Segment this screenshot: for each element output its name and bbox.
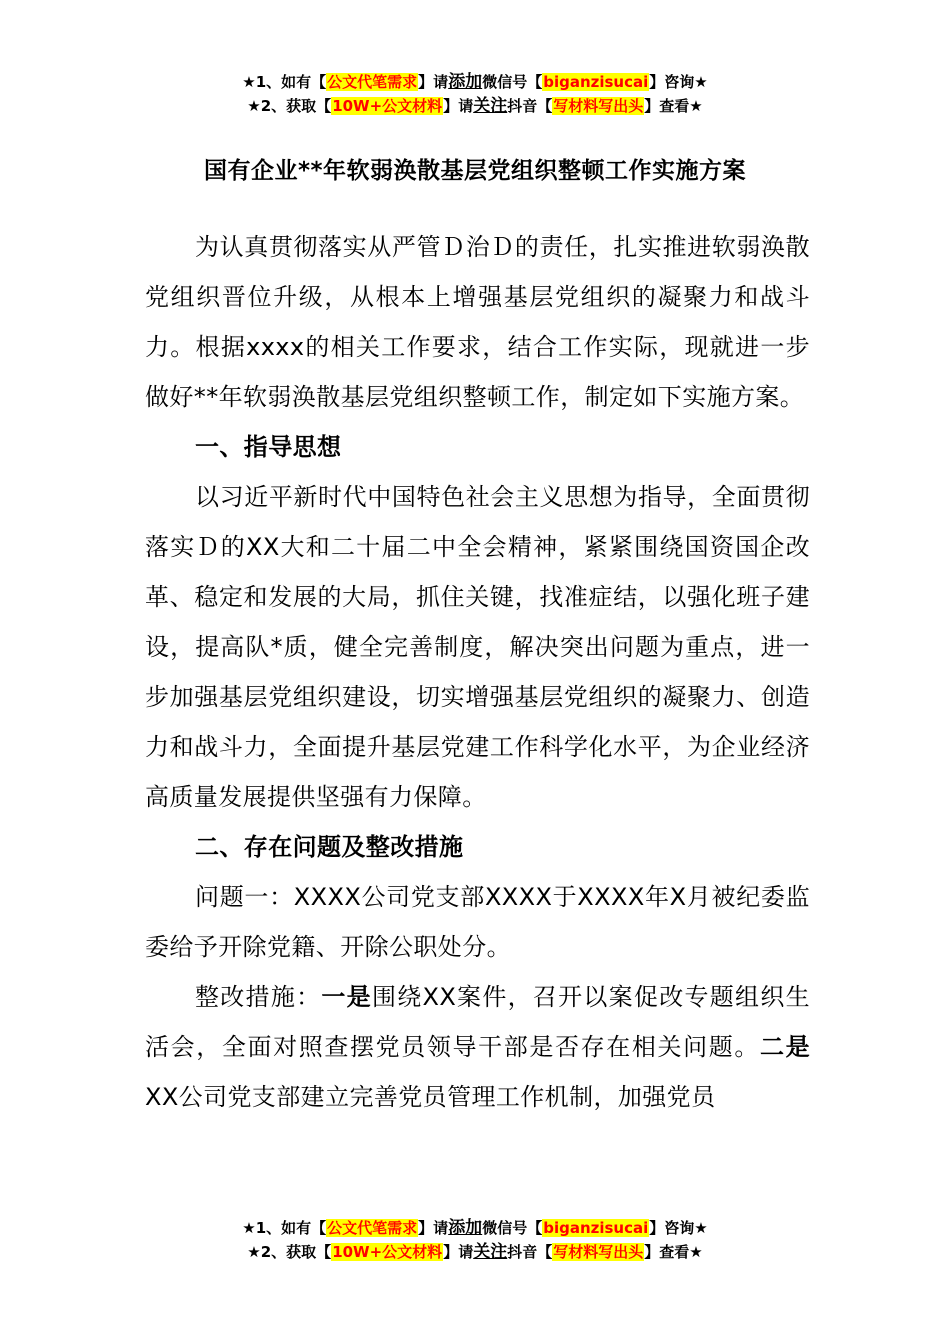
promo-line-1 bbox=[0, 1216, 950, 1240]
promo-text: 1、如有【 bbox=[255, 1219, 327, 1237]
promo-text: 1、如有【 bbox=[255, 73, 327, 91]
promo-text: 】咨询 bbox=[649, 73, 695, 91]
highlight-service: 公文代笔需求 bbox=[327, 1219, 418, 1237]
star-icon: ★ bbox=[242, 73, 256, 91]
document-title: 国有企业**年软弱涣散基层党组织整顿工作实施方案 bbox=[203, 158, 747, 184]
measure-two-label: 二是 bbox=[759, 1033, 810, 1061]
star-icon: ★ bbox=[242, 1219, 256, 1237]
star-icon: ★ bbox=[694, 73, 708, 91]
document-body bbox=[145, 222, 810, 1122]
measures-paragraph bbox=[145, 972, 810, 1122]
header-promo-banner bbox=[0, 70, 950, 118]
promo-text: 2、获取【 bbox=[260, 1243, 332, 1261]
promo-text: 】咨询 bbox=[649, 1219, 695, 1237]
footer-promo-banner bbox=[0, 1216, 950, 1264]
promo-text: 2、获取【 bbox=[260, 97, 332, 115]
measure-two-text: XX公司党支部建立完善党员管理工作机制，加强党员 bbox=[145, 1083, 716, 1111]
star-icon: ★ bbox=[247, 97, 261, 115]
promo-line-2 bbox=[0, 94, 950, 118]
promo-text: 】请 bbox=[418, 73, 449, 91]
problem-one-paragraph: 问题一：XXXX公司党支部XXXX于XXXX年X月被纪委监委给予开除党籍、开除公职处分。 bbox=[145, 883, 810, 961]
highlight-service: 公文代笔需求 bbox=[327, 73, 418, 91]
promo-text: 】请 bbox=[443, 97, 474, 115]
promo-text: 】请 bbox=[443, 1243, 474, 1261]
promo-text: 抖音【 bbox=[507, 1243, 553, 1261]
promo-text: 】请 bbox=[418, 1219, 449, 1237]
promo-emphasis: 关注 bbox=[473, 96, 508, 116]
promo-text: 】查看 bbox=[644, 97, 690, 115]
promo-emphasis: 关注 bbox=[473, 1242, 508, 1262]
highlight-douyin-id: 写材料写出头 bbox=[553, 1243, 644, 1261]
promo-text: 抖音【 bbox=[507, 97, 553, 115]
promo-line-2 bbox=[0, 1240, 950, 1264]
highlight-douyin-id: 写材料写出头 bbox=[553, 97, 644, 115]
star-icon: ★ bbox=[694, 1219, 708, 1237]
intro-paragraph: 为认真贯彻落实从严管Ｄ治Ｄ的责任，扎实推进软弱涣散党组织晋位升级，从根本上增强基层党组织的凝聚力和战斗力。根据xxxx的相关工作要求，结合工作实际，现就进一步做好**年软弱涣散基层党组织整顿工作，制定如下实施方案。 bbox=[145, 233, 810, 411]
measure-one-label: 一是 bbox=[321, 983, 372, 1011]
highlight-materials: 10W+公文材料 bbox=[332, 1243, 443, 1261]
promo-emphasis: 添加 bbox=[448, 72, 483, 92]
highlight-materials: 10W+公文材料 bbox=[332, 97, 443, 115]
highlight-wechat-id: biganzisucai bbox=[543, 1219, 649, 1237]
promo-line-1 bbox=[0, 70, 950, 94]
section-heading-problems-measures: 二、存在问题及整改措施 bbox=[195, 833, 464, 861]
promo-text: 微信号【 bbox=[482, 73, 543, 91]
promo-text: 微信号【 bbox=[482, 1219, 543, 1237]
section-heading-guiding-ideology: 一、指导思想 bbox=[195, 433, 342, 461]
measures-label: 整改措施： bbox=[195, 983, 322, 1011]
highlight-wechat-id: biganzisucai bbox=[543, 73, 649, 91]
star-icon: ★ bbox=[247, 1243, 261, 1261]
measure-one-text: 围绕XX案件，召开以案促改专题组织生活会，全面对照查摆党员领导干部是否存在相关问题。 bbox=[145, 983, 810, 1061]
star-icon: ★ bbox=[689, 97, 703, 115]
promo-emphasis: 添加 bbox=[448, 1218, 483, 1238]
promo-text: 】查看 bbox=[644, 1243, 690, 1261]
guiding-ideology-paragraph: 以习近平新时代中国特色社会主义思想为指导，全面贯彻落实Ｄ的XX大和二十届二中全会精神，紧紧围绕国资国企改革、稳定和发展的大局，抓住关键，找准症结，以强化班子建设，提高队*质，健全完善制度，解决突出问题为重点，进一步加强基层党组织建设，切实增强基层党组织的凝聚力、创造力和战斗力，全面提升基层党建工作科学化水平，为企业经济高质量发展提供坚强有力保障。 bbox=[145, 483, 810, 811]
star-icon: ★ bbox=[689, 1243, 703, 1261]
